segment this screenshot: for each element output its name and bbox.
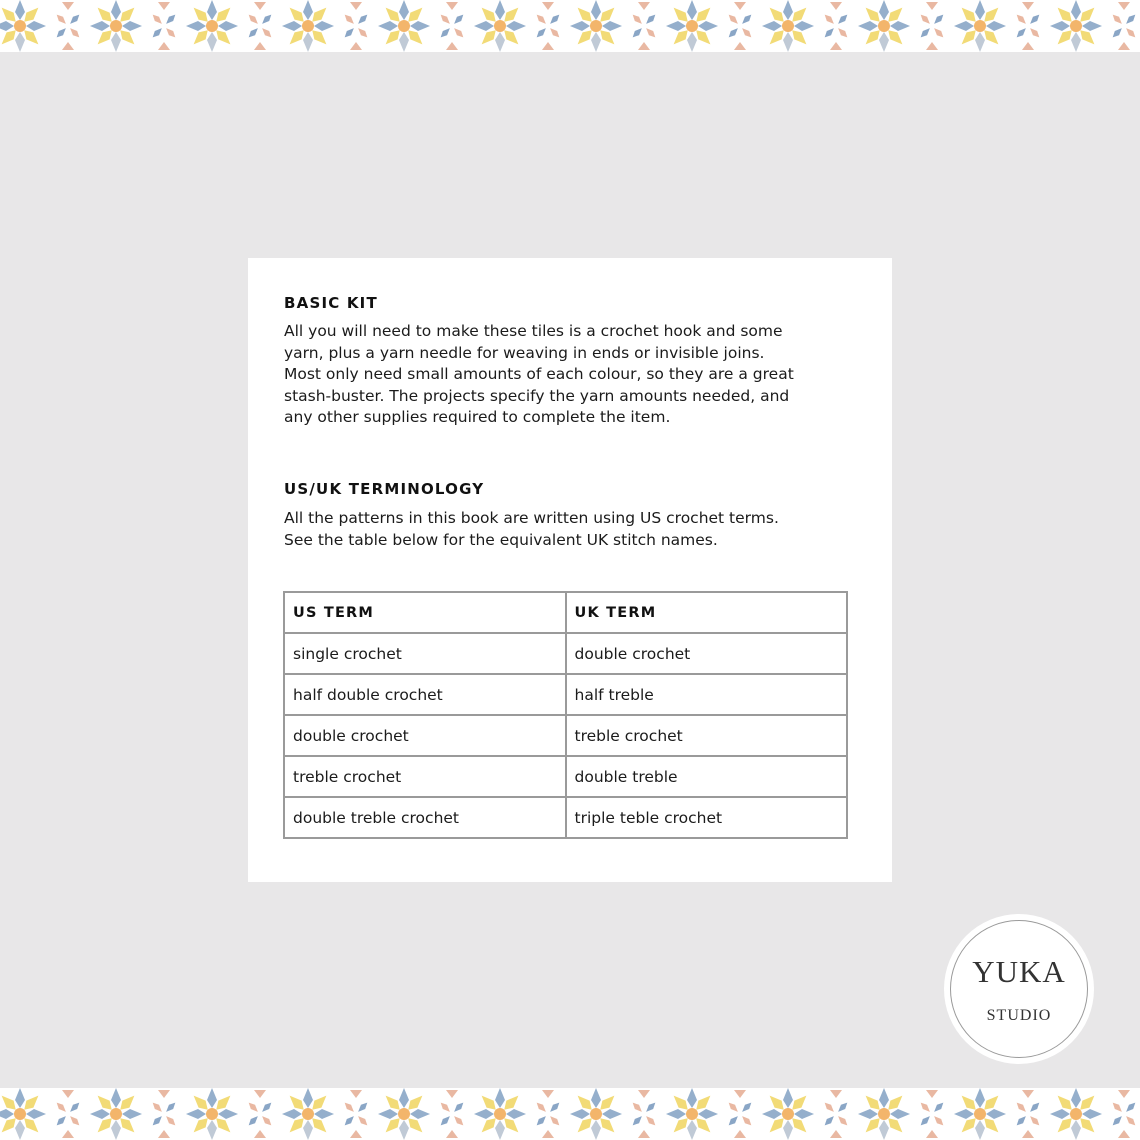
- yuka-studio-logo: [944, 914, 1094, 1064]
- star-motif: [55, 2, 82, 50]
- table-row: [284, 633, 847, 674]
- table-header-row: [284, 592, 847, 633]
- basic-kit-line: All you will need to make these tiles is a crochet hook and some: [284, 322, 783, 340]
- terminology-paragraph: [284, 508, 874, 551]
- star-motif: [1111, 1090, 1138, 1138]
- rosette-motif: [666, 1088, 718, 1140]
- tile-pattern-icon: [0, 0, 1140, 52]
- rosette-motif: [90, 1088, 142, 1140]
- terminology-heading: US/UK TERMINOLOGY: [284, 480, 485, 498]
- star-motif: [823, 2, 850, 50]
- terminology-line: See the table below for the equivalent UK stitch names.: [284, 530, 718, 549]
- rosette-motif: [282, 0, 334, 52]
- basic-kit-line: yarn, plus a yarn needle for weaving in ends or invisible joins.: [284, 343, 765, 362]
- basic-kit-paragraph: [284, 321, 874, 429]
- rosette-motif: [954, 0, 1006, 52]
- uk-term-cell: triple teble crochet: [566, 797, 848, 838]
- star-motif: [1015, 2, 1042, 50]
- table-row: [284, 715, 847, 756]
- document-page: [248, 258, 892, 882]
- rosette-motif: [474, 1088, 526, 1140]
- decorative-tile-border-top: [0, 0, 1140, 52]
- basic-kit-line: any other supplies required to complete the item.: [284, 408, 671, 426]
- uk-term-cell: half treble: [566, 674, 848, 715]
- rosette-motif: [1050, 0, 1102, 52]
- star-motif: [631, 1090, 658, 1138]
- us-term-cell: single crochet: [284, 633, 566, 674]
- star-motif: [919, 1090, 946, 1138]
- star-motif: [535, 1090, 562, 1138]
- star-motif: [823, 1090, 850, 1138]
- star-motif: [439, 2, 466, 50]
- star-motif: [151, 2, 178, 50]
- uk-term-cell: double treble: [566, 756, 848, 797]
- logo-title: YUKA: [972, 954, 1066, 989]
- uk-term-cell: treble crochet: [566, 715, 848, 756]
- star-motif: [631, 2, 658, 50]
- rosette-motif: [858, 0, 910, 52]
- rosette-motif: [0, 1088, 46, 1140]
- us-term-cell: double treble crochet: [284, 797, 566, 838]
- us-term-header: US TERM: [284, 592, 566, 633]
- star-motif: [247, 1090, 274, 1138]
- rosette-motif: [186, 0, 238, 52]
- terminology-line: All the patterns in this book are written using US crochet terms.: [284, 509, 779, 527]
- us-term-cell: half double crochet: [284, 674, 566, 715]
- us-term-cell: treble crochet: [284, 756, 566, 797]
- star-motif: [535, 2, 562, 50]
- star-motif: [151, 1090, 178, 1138]
- rosette-motif: [666, 0, 718, 52]
- table-row: [284, 797, 847, 838]
- table-row: [284, 756, 847, 797]
- table-row: [284, 674, 847, 715]
- star-motif: [343, 2, 370, 50]
- tile-pattern-icon: [0, 1088, 1140, 1140]
- star-motif: [1015, 1090, 1042, 1138]
- rosette-motif: [378, 0, 430, 52]
- star-motif: [343, 1090, 370, 1138]
- rosette-motif: [90, 0, 142, 52]
- rosette-motif: [474, 0, 526, 52]
- star-motif: [919, 2, 946, 50]
- basic-kit-line: Most only need small amounts of each colour, so they are a great: [284, 365, 794, 383]
- star-motif: [1111, 2, 1138, 50]
- star-motif: [247, 2, 274, 50]
- star-motif: [439, 1090, 466, 1138]
- rosette-motif: [858, 1088, 910, 1140]
- rosette-motif: [1050, 1088, 1102, 1140]
- uk-term-header: UK TERM: [566, 592, 848, 633]
- star-motif: [727, 2, 754, 50]
- us-term-cell: double crochet: [284, 715, 566, 756]
- decorative-tile-border-bottom: [0, 1088, 1140, 1140]
- terminology-table: [283, 591, 848, 839]
- rosette-motif: [762, 1088, 814, 1140]
- rosette-motif: [0, 0, 46, 52]
- logo-subtitle: STUDIO: [986, 1007, 1052, 1024]
- star-motif: [727, 1090, 754, 1138]
- rosette-motif: [954, 1088, 1006, 1140]
- rosette-motif: [282, 1088, 334, 1140]
- uk-term-cell: double crochet: [566, 633, 848, 674]
- rosette-motif: [378, 1088, 430, 1140]
- rosette-motif: [762, 0, 814, 52]
- rosette-motif: [570, 1088, 622, 1140]
- basic-kit-heading: BASIC KIT: [284, 294, 378, 312]
- basic-kit-line: stash-buster. The projects specify the yarn amounts needed, and: [284, 386, 790, 405]
- rosette-motif: [186, 1088, 238, 1140]
- rosette-motif: [570, 0, 622, 52]
- star-motif: [55, 1090, 82, 1138]
